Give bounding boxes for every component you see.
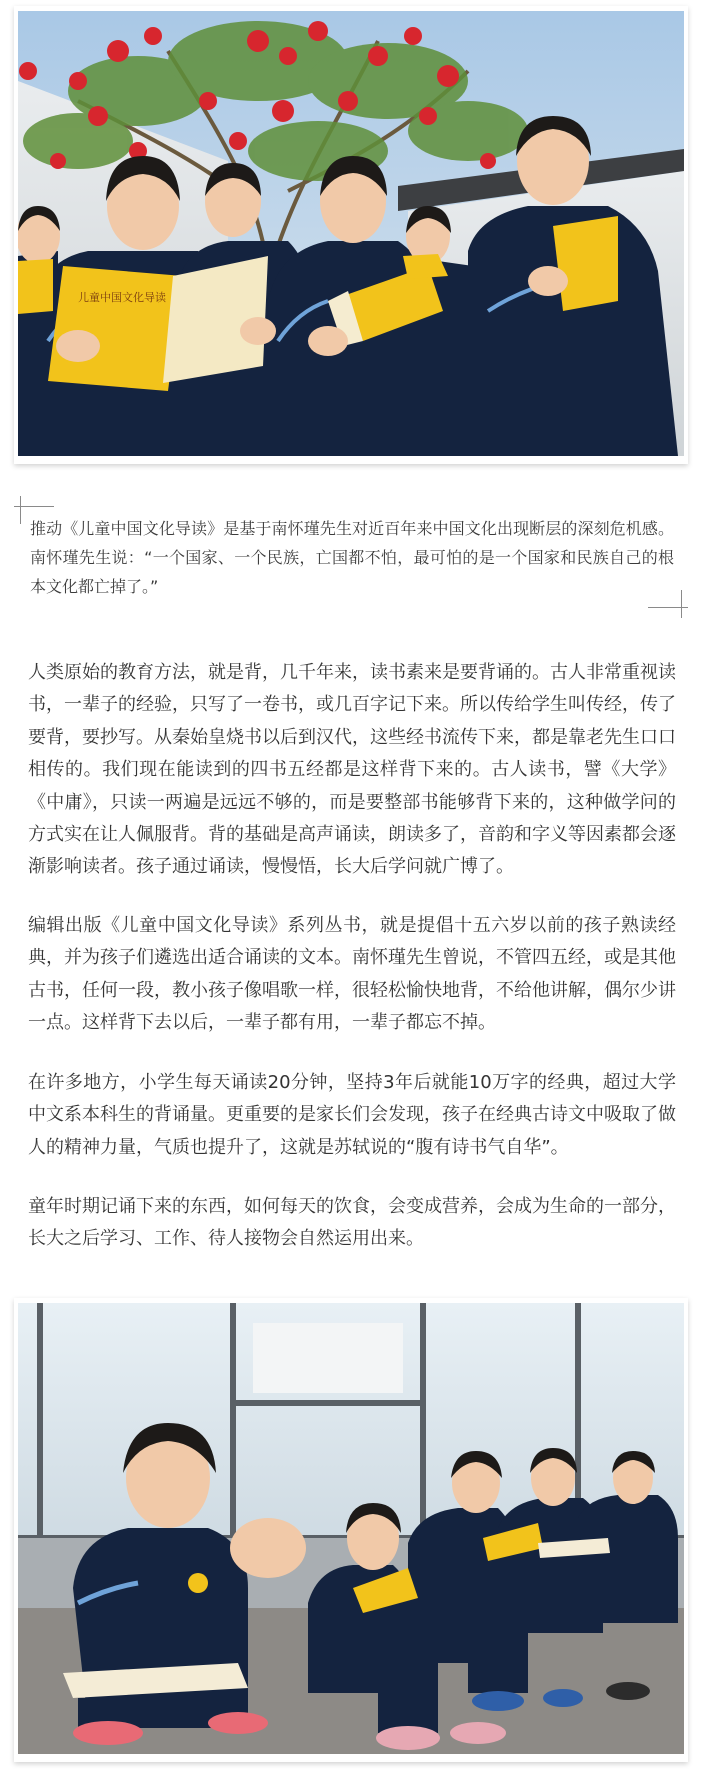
quote-text: 推动《儿童中国文化导读》是基于南怀瑾先生对近百年来中国文化出现断层的深刻危机感。南怀瑾先生说：“一个国家、一个民族，亡国都不怕，最可怕的是一个国家和民族自己的根本文化都亡掉了。”: [30, 519, 674, 596]
paragraph-1: 人类原始的教育方法，就是背，几千年来，读书素来是要背诵的。古人非常重视读书，一辈子的经验，只写了一卷书，或几百字记下来。所以传给学生叫传经，传了要背，要抄写。从秦始皇烧书以后到汉代，这些经书流传下来，都是靠老先生口口相传的。我们现在能读到的四书五经都是这样背下来的。古人读书，譬《大学》《中庸》，只读一两遍是远远不够的，而是要整部书能够背下来的，这种做学问的方式实在让人佩服背。背的基础是高声诵读，朗读多了，音韵和字义等因素都会逐渐影响读者。孩子通过诵读，慢慢悟，长大后学问就广博了。: [28, 662, 676, 878]
paragraph-2: 编辑出版《儿童中国文化导读》系列丛书，就是提倡十五六岁以前的孩子熟读经典，并为孩子们遴选出适合诵读的文本。南怀瑾先生曾说，不管四五经，或是其他古书，任何一段，教小孩子像唱歌一样，很轻松愉快地背，不给他讲解，偶尔少讲一点。这样背下去以后，一辈子都有用，一辈子都忘不掉。: [28, 915, 676, 1034]
students-by-window-photo: [18, 1303, 684, 1754]
svg-text:儿童中国文化导读: 儿童中国文化导读: [78, 291, 166, 304]
students-reading-photo: [18, 11, 684, 456]
students-by-window-illustration: [18, 1303, 684, 1754]
paragraph-4: 童年时期记诵下来的东西，如何每天的饮食，会变成营养，会成为生命的一部分，长大之后学习、工作、待人接物会自然运用出来。: [28, 1196, 676, 1250]
top-photo-frame: [14, 6, 688, 464]
paragraph-3: 在许多地方，小学生每天诵读20分钟，坚持3年后就能10万字的经典，超过大学中文系本科生的背诵量。更重要的是家长们会发现，孩子在经典古诗文中吸取了做人的精神力量，气质也提升了，这就是苏轼说的“腹有诗书气自华”。: [28, 1072, 676, 1158]
bottom-photo-frame: [14, 1298, 688, 1762]
students-reading-illustration: [18, 11, 684, 456]
quote-corner-bottom-right: [648, 588, 688, 618]
quote-box: [14, 496, 688, 618]
